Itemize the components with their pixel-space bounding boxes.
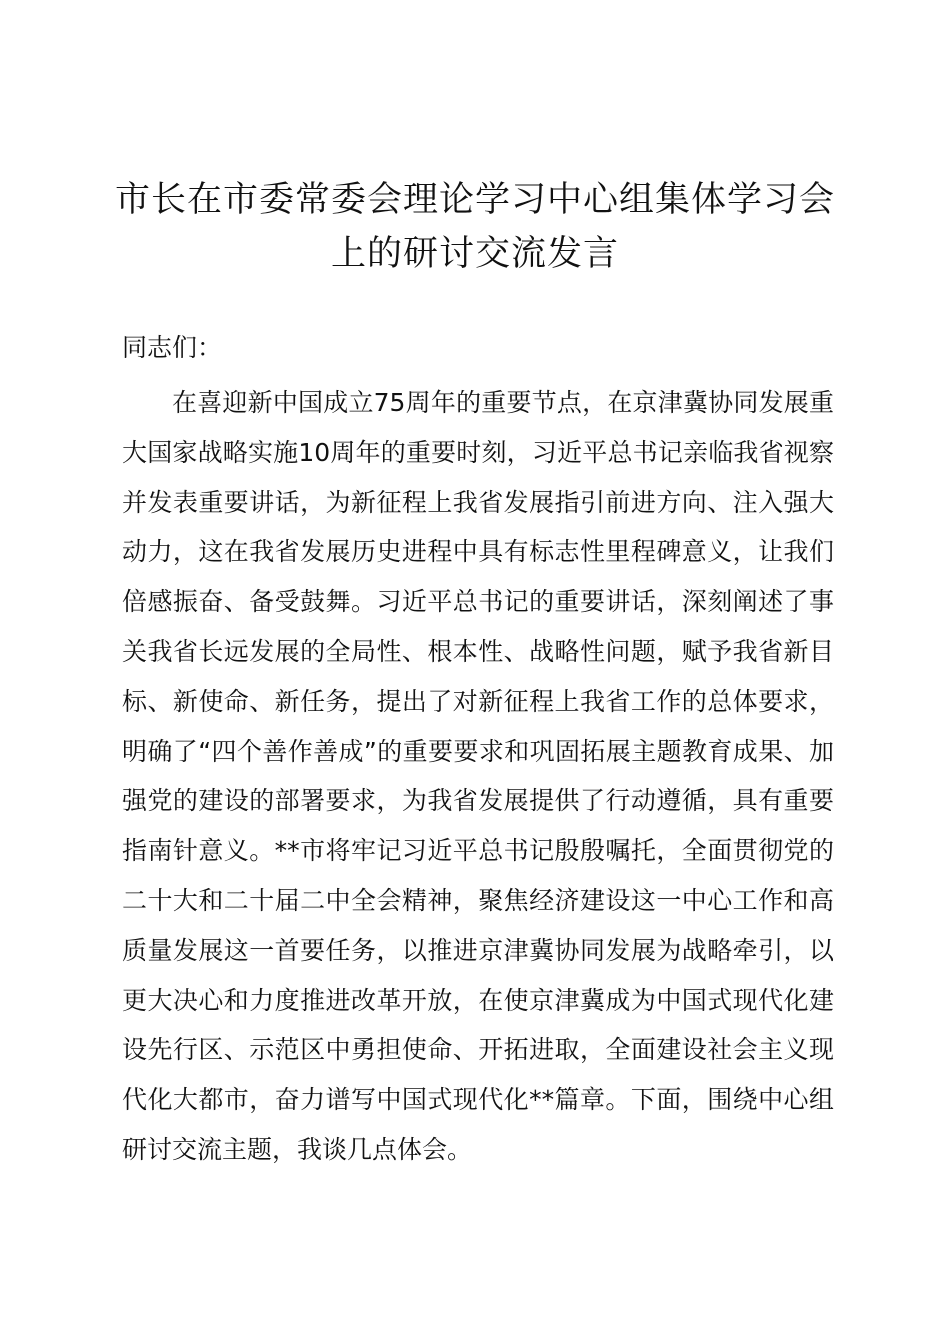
document-title: 市长在市委常委会理论学习中心组集体学习会上的研讨交流发言: [114, 180, 835, 274]
body-paragraph: 在喜迎新中国成立75周年的重要节点，在京津冀协同发展重大国家战略实施10周年的重要时刻，习近平总书记亲临我省视察并发表重要讲话，为新征程上我省发展指引前进方向、注入强大动力，这在我省发展历史进程中具有标志性里程碑意义，让我们倍感振奋、备受鼓舞。习近平总书记的重要讲话，深刻阐述了事关我省长远发展的全局性、根本性、战略性问题，赋予我省新目标、新使命、新任务，提出了对新征程上我省工作的总体要求，明确了“四个善作善成”的重要要求和巩固拓展主题教育成果、加强党的建设的部署要求，为我省发展提供了行动遵循，具有重要指南针意义。**市将牢记习近平总书记殷殷嘱托，全面贯彻党的二十大和二十届二中全会精神，聚焦经济建设这一中心工作和高质量发展这一首要任务，以推进京津冀协同发展为战略牵引，以更大决心和力度推进改革开放，在使京津冀成为中国式现代化建设先行区、示范区中勇担使命、开拓进取，全面建设社会主义现代化大都市，奋力谱写中国式现代化**篇章。下面，围绕中心组研讨交流主题，我谈几点体会。: [122, 388, 834, 1164]
salutation: 同志们：: [122, 333, 223, 362]
